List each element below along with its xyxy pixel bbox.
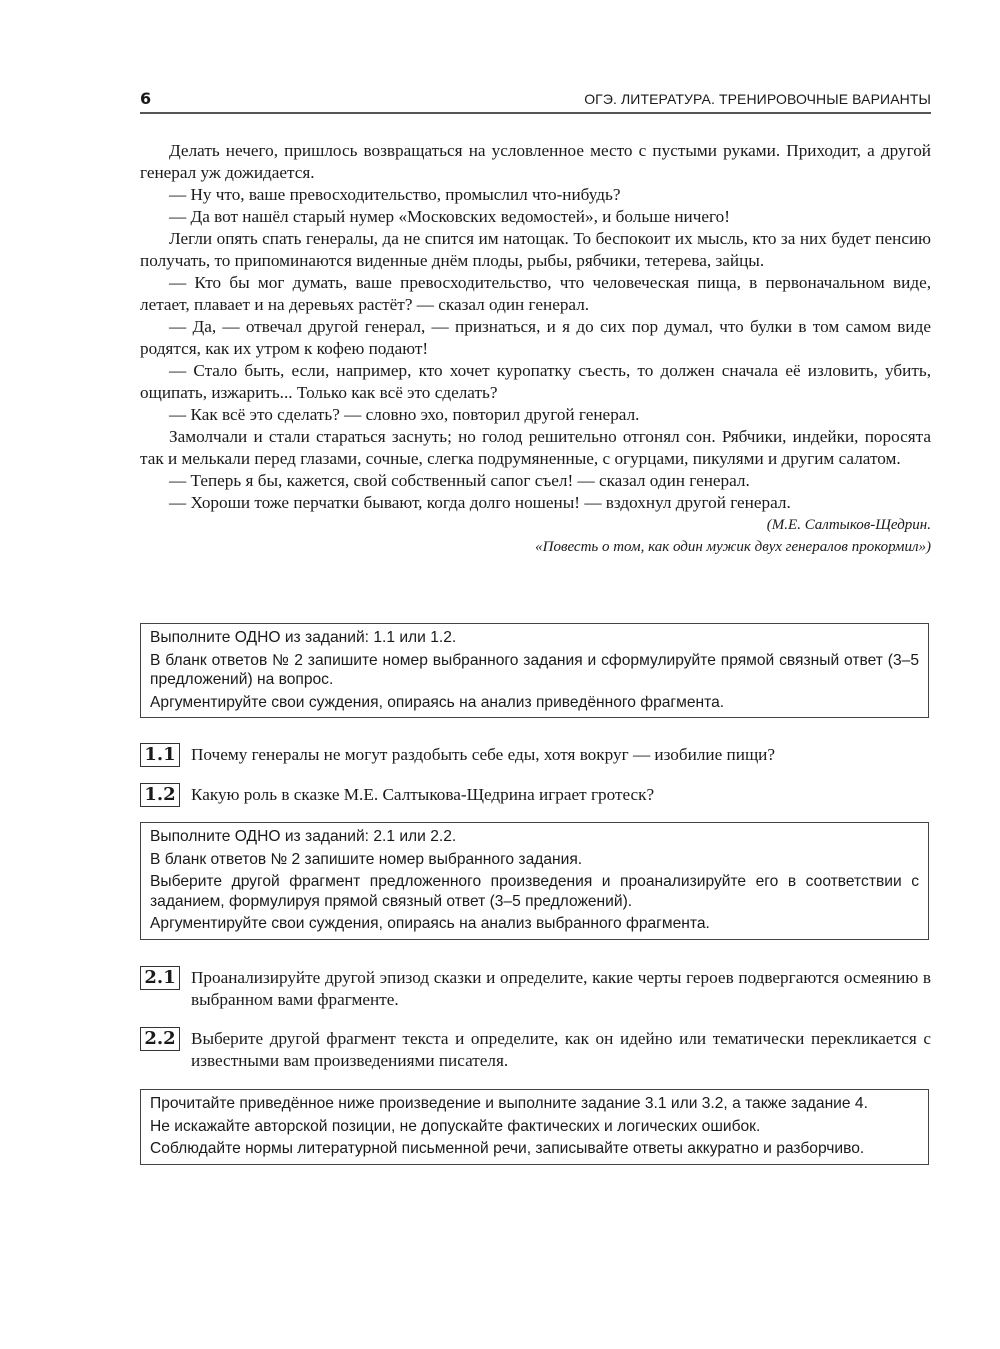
- instruction-line: Выполните ОДНО из заданий: 1.1 или 1.2.: [150, 629, 457, 646]
- task-question: Почему генералы не могут раздобыть себе еды, хотя вокруг — изобилие пищи?: [191, 745, 776, 764]
- task-2-1: [140, 966, 931, 1011]
- task-number-badge: 1.1: [140, 743, 180, 767]
- instruction-line: В бланк ответов № 2 запишите номер выбранного задания.: [150, 850, 583, 868]
- excerpt-paragraph: — Как всё это сделать? — словно эхо, повторил другой генерал.: [169, 405, 640, 424]
- excerpt-paragraph: — Да вот нашёл старый нумер «Московских ведомостей», и больше ничего!: [169, 207, 730, 226]
- instruction-line: Выполните ОДНО из заданий: 2.1 или 2.2.: [150, 828, 457, 845]
- instruction-line: Соблюдайте нормы литературной письменной речи, записывайте ответы аккуратно и разборчиво.: [150, 1140, 865, 1157]
- excerpt-paragraph: — Да, — отвечал другой генерал, — признаться, и я до сих пор думал, что булки в том самом виде родятся, как их утром к кофею подают!: [140, 317, 931, 358]
- page-number: 6: [140, 89, 152, 108]
- excerpt-paragraph: — Теперь я бы, кажется, свой собственный сапог съел! — сказал один генерал.: [169, 471, 750, 490]
- instructions-box-2: [140, 822, 929, 940]
- instruction-line: В бланк ответов № 2 запишите номер выбранного задания и сформулируйте прямой связный ответ (3–5 предложений) на вопрос.: [150, 651, 919, 688]
- excerpt-paragraph: Легли опять спать генералы, да не спится им натощак. То беспокоит их мысль, кто за них будет пенсию получать, то припоминаются виденные днём плоды, рыбы, рябчики, тетерева, зайцы.: [140, 229, 931, 270]
- excerpt-paragraph: Замолчали и стали стараться заснуть; но голод решительно отгонял сон. Рябчики, индейки, поросята так и мелькали перед глазами, сочные, слегка подрумяненные, с огурцами, пикулями и другим салатом.: [140, 427, 931, 468]
- instruction-line: Прочитайте приведённое ниже произведение и выполните задание 3.1 или 3.2, а также задание 4.: [150, 1095, 868, 1112]
- excerpt-paragraph: — Ну что, ваше превосходительство, промыслил что-нибудь?: [169, 185, 621, 204]
- instructions-box-1: [140, 623, 929, 718]
- instruction-line: Не искажайте авторской позиции, не допускайте фактических и логических ошибок.: [150, 1117, 761, 1135]
- task-question: Какую роль в сказке М.Е. Салтыкова-Щедрина играет гротеск?: [191, 785, 655, 804]
- task-1-2: [140, 783, 931, 806]
- instructions-box-3: [140, 1089, 929, 1165]
- excerpt-paragraph: — Кто бы мог думать, ваше превосходительство, что человеческая пища, в первоначальном виде, летает, плавает и на деревьях растёт? — сказал один генерал.: [140, 273, 931, 314]
- source-attribution-author: (М.Е. Салтыков-Щедрин.: [766, 517, 931, 533]
- literary-excerpt: [140, 140, 931, 558]
- task-question: Проанализируйте другой эпизод сказки и определите, какие черты героев подвергаются осмеянию в выбранном вами фрагменте.: [191, 968, 931, 1009]
- instruction-line: Выберите другой фрагмент предложенного произведения и проанализируйте его в соответствии с заданием, формулируя прямой связный ответ (3–5 предложений).: [150, 873, 919, 910]
- excerpt-paragraph: — Стало быть, если, например, кто хочет куропатку съесть, то должен сначала её изловить, убить, ощипать, изжарить... Только как всё это сделать?: [140, 361, 931, 402]
- task-question: Выберите другой фрагмент текста и определите, как он идейно или тематически перекликается с известными вам произведениями писателя.: [191, 1029, 931, 1070]
- source-attribution-title: «Повесть о том, как один мужик двух генералов прокормил»): [535, 539, 931, 555]
- task-1-1: [140, 743, 931, 766]
- task-number-badge: 2.2: [140, 1027, 180, 1051]
- task-number-badge: 1.2: [140, 783, 180, 807]
- task-2-2: [140, 1027, 931, 1072]
- running-header: [140, 88, 931, 114]
- instruction-line: Аргументируйте свои суждения, опираясь на анализ приведённого фрагмента.: [150, 693, 725, 711]
- running-title: ОГЭ. ЛИТЕРАТУРА. ТРЕНИРОВОЧНЫЕ ВАРИАНТЫ: [584, 91, 931, 107]
- excerpt-paragraph: Делать нечего, пришлось возвращаться на условленное место с пустыми руками. Приходит, а другой генерал уж дожидается.: [140, 141, 931, 182]
- excerpt-paragraph: — Хороши тоже перчатки бывают, когда долго ношены! — вздохнул другой генерал.: [169, 493, 791, 512]
- task-number-badge: 2.1: [140, 966, 180, 990]
- instruction-line: Аргументируйте свои суждения, опираясь на анализ выбранного фрагмента.: [150, 915, 710, 932]
